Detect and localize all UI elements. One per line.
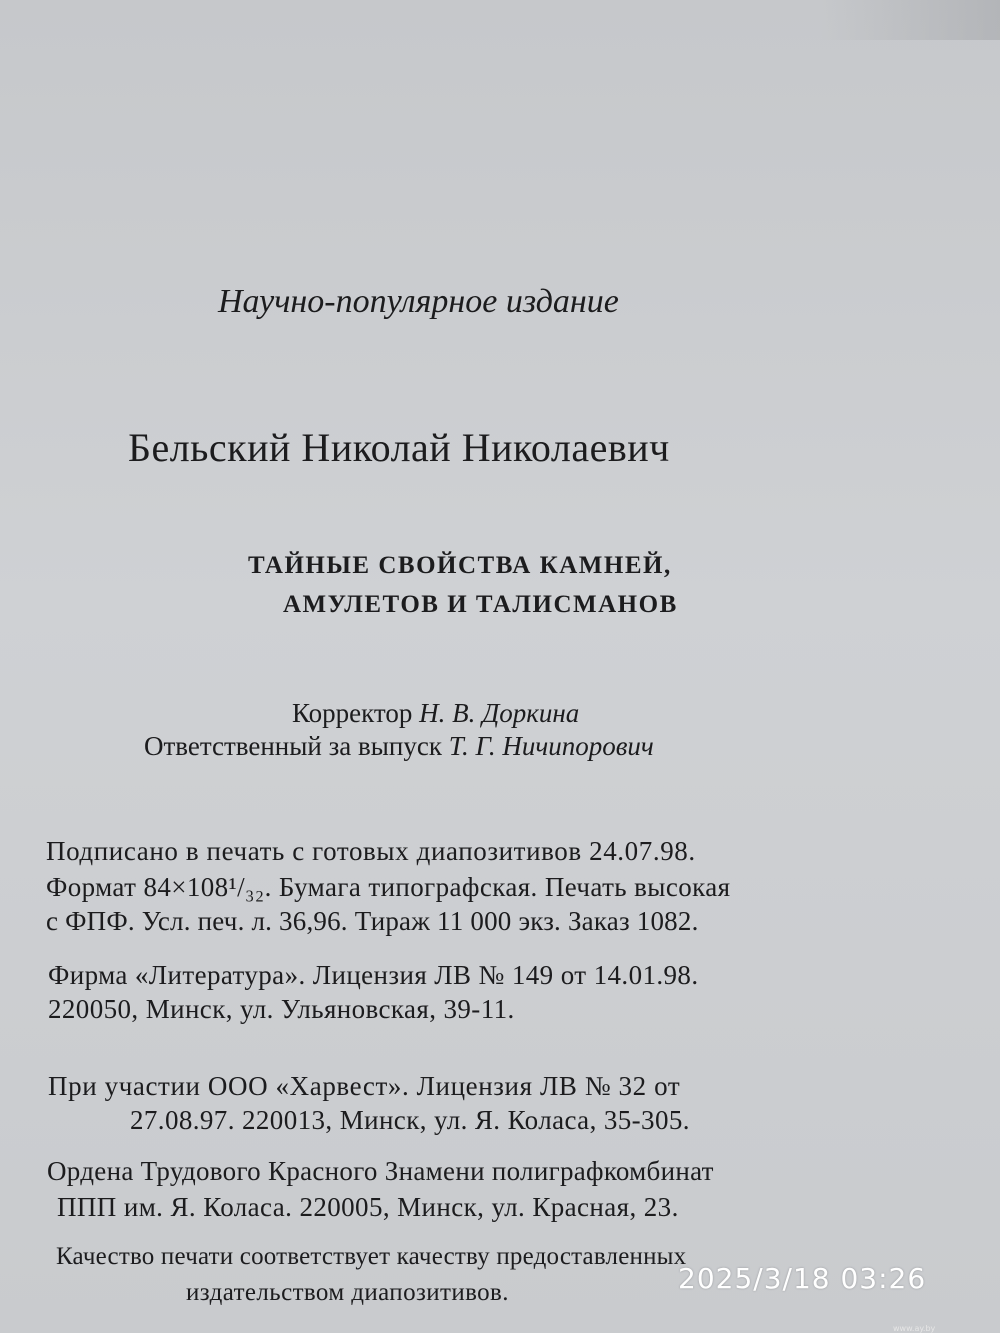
book-title-line-2: АМУЛЕТОВ И ТАЛИСМАНОВ [283,591,678,618]
printer-line-2: ППП им. Я. Коласа. 220005, Минск, ул. Красная, 23. [57,1192,679,1222]
responsible-label: Ответственный за выпуск [144,731,442,761]
print-info-line-1: Подписано в печать с готовых диапозитивов 24.07.98. [46,836,696,866]
printer-line-1: Ордена Трудового Красного Знамени полиграфкомбинат [47,1156,714,1186]
participation-line-1: При участии ООО «Харвест». Лицензия ЛВ № 32 от [48,1071,681,1101]
quality-line-2: издательством диапозитивов. [186,1279,509,1306]
page-shadow [820,0,1000,40]
quality-line-1: Качество печати соответствует качеству предоставленных [56,1243,687,1270]
photo-timestamp: 2025/3/18 03:26 [678,1262,927,1295]
participation-line-2: 27.08.97. 220013, Минск, ул. Я. Коласа, 35-305. [130,1105,690,1135]
corrector-label: Корректор [292,698,413,728]
corrector-line [292,700,579,727]
author-name: Бельский Николай Николаевич [128,425,670,470]
publisher-line-2: 220050, Минск, ул. Ульяновская, 39-11. [48,994,515,1024]
genre-line: Научно-популярное издание [218,283,619,320]
responsible-line [144,733,654,760]
publisher-line-1: Фирма «Литература». Лицензия ЛВ № 149 от 14.01.98. [48,960,699,990]
book-title-line-1: ТАЙНЫЕ СВОЙСТВА КАМНЕЙ, [248,552,672,579]
site-watermark: www.ay.by [893,1324,936,1333]
corrector-name: Н. В. Доркина [419,698,580,728]
print-info-line-2: Формат 84×108¹/₃₂. Бумага типографская. Печать высокая [46,872,731,902]
print-info-line-3: с ФПФ. Усл. печ. л. 36,96. Тираж 11 000 экз. Заказ 1082. [46,906,699,936]
responsible-name: Т. Г. Ничипорович [448,731,654,761]
